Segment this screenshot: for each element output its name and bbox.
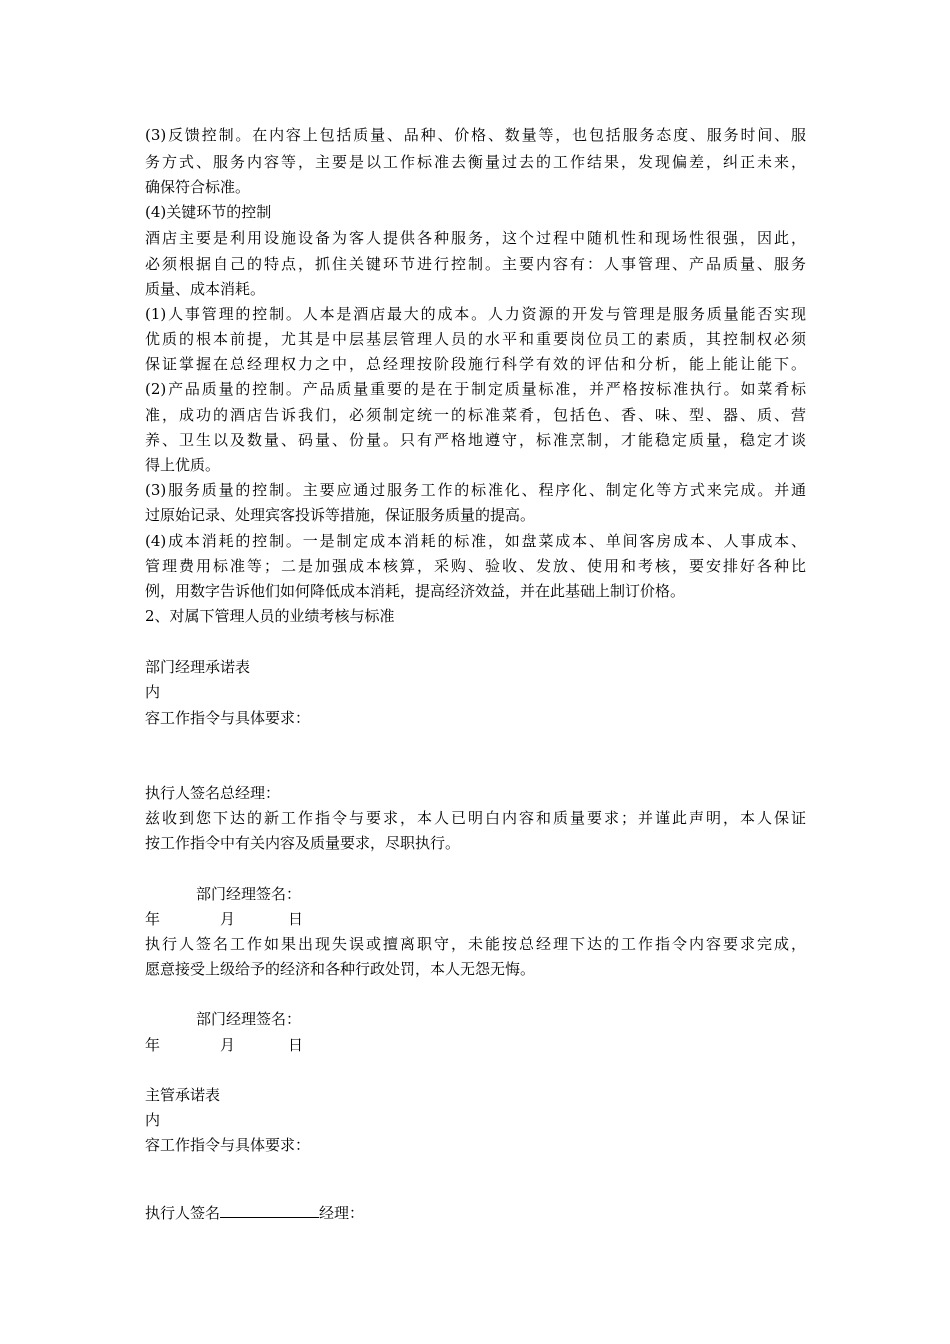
day-label: 日 bbox=[288, 1036, 304, 1054]
paragraph-line: 必须根据自己的特点，抓住关键环节进行控制。主要内容有：人事管理、产品质量、服务 bbox=[145, 255, 806, 273]
paragraph-line: (1)人事管理的控制。人本是酒店最大的成本。人力资源的开发与管理是服务质量能否实现 bbox=[145, 305, 806, 323]
section-heading: (4)关键环节的控制 bbox=[145, 203, 272, 221]
signature-blank bbox=[220, 1199, 319, 1218]
year-label: 年 bbox=[145, 1036, 161, 1054]
form-title: 主管承诺表 bbox=[145, 1086, 221, 1104]
month-label: 月 bbox=[220, 910, 236, 928]
statement-line: 兹收到您下达的新工作指令与要求，本人已明白内容和质量要求；并谨此声明，本人保证 bbox=[145, 809, 806, 827]
paragraph-line: 养、卫生以及数量、码量、份量。只有严格地遵守，标准烹制，才能稳定质量，稳定才谈 bbox=[145, 431, 806, 449]
pledge-line: 愿意接受上级给予的经济和各种行政处罚，本人无怨无悔。 bbox=[145, 960, 536, 978]
content-label: 内 bbox=[145, 683, 161, 701]
paragraph-line: (2)产品质量的控制。产品质量重要的是在于制定质量标准，并严格按标准执行。如菜肴标 bbox=[145, 380, 806, 398]
form-title: 部门经理承诺表 bbox=[145, 658, 251, 676]
signature-suffix: 经理： bbox=[319, 1204, 365, 1222]
year-label: 年 bbox=[145, 910, 161, 928]
paragraph-line: 务方式、服务内容等，主要是以工作标准去衡量过去的工作结果，发现偏差，纠正未来， bbox=[145, 153, 806, 171]
signature-prefix: 执行人签名 bbox=[145, 1204, 221, 1222]
pledge-line: 执行人签名工作如果出现失误或擅离职守，未能按总经理下达的工作指令内容要求完成， bbox=[145, 935, 806, 953]
signature-line: 执行人签名总经理： bbox=[145, 784, 281, 802]
paragraph-line: (4)成本消耗的控制。一是制定成本消耗的标准，如盘菜成本、单间客房成本、人事成本、 bbox=[145, 532, 806, 550]
paragraph-line: 优质的根本前提，尤其是中层基层管理人员的水平和重要岗位员工的素质，其控制权必须 bbox=[145, 330, 806, 348]
paragraph-line: 酒店主要是利用设施设备为客人提供各种服务，这个过程中随机性和现场性很强，因此， bbox=[145, 229, 806, 247]
paragraph-line: 确保符合标准。 bbox=[145, 178, 251, 196]
content-label: 容工作指令与具体要求： bbox=[145, 709, 311, 727]
paragraph-line: 过原始记录、处理宾客投诉等措施，保证服务质量的提高。 bbox=[145, 506, 536, 524]
paragraph-line: 管理费用标准等；二是加强成本核算，采购、验收、发放、使用和考核，要安排好各种比 bbox=[145, 557, 806, 575]
manager-signature: 部门经理签名： bbox=[196, 1010, 302, 1028]
paragraph-line: (3)反馈控制。在内容上包括质量、品种、价格、数量等，也包括服务态度、服务时间、服 bbox=[145, 126, 806, 144]
paragraph-line: 准，成功的酒店告诉我们，必须制定统一的标准菜肴，包括色、香、味、型、器、质、营 bbox=[145, 406, 806, 424]
day-label: 日 bbox=[288, 910, 304, 928]
content-label: 内 bbox=[145, 1111, 161, 1129]
manager-signature: 部门经理签名： bbox=[196, 885, 302, 903]
content-label: 容工作指令与具体要求： bbox=[145, 1136, 311, 1154]
paragraph-line: 质量、成本消耗。 bbox=[145, 280, 266, 298]
section-heading: 2、对属下管理人员的业绩考核与标准 bbox=[145, 607, 395, 625]
signature-line bbox=[145, 1199, 364, 1226]
paragraph-line: (3)服务质量的控制。主要应通过服务工作的标准化、程序化、制定化等方式来完成。并通 bbox=[145, 481, 806, 499]
statement-line: 按工作指令中有关内容及质量要求，尽职执行。 bbox=[145, 834, 461, 852]
paragraph-line: 例，用数字告诉他们如何降低成本消耗，提高经济效益，并在此基础上制订价格。 bbox=[145, 582, 686, 600]
paragraph-line: 保证掌握在总经理权力之中，总经理按阶段施行科学有效的评估和分析，能上能让能下。 bbox=[145, 355, 806, 373]
paragraph-line: 得上优质。 bbox=[145, 456, 221, 474]
month-label: 月 bbox=[220, 1036, 236, 1054]
